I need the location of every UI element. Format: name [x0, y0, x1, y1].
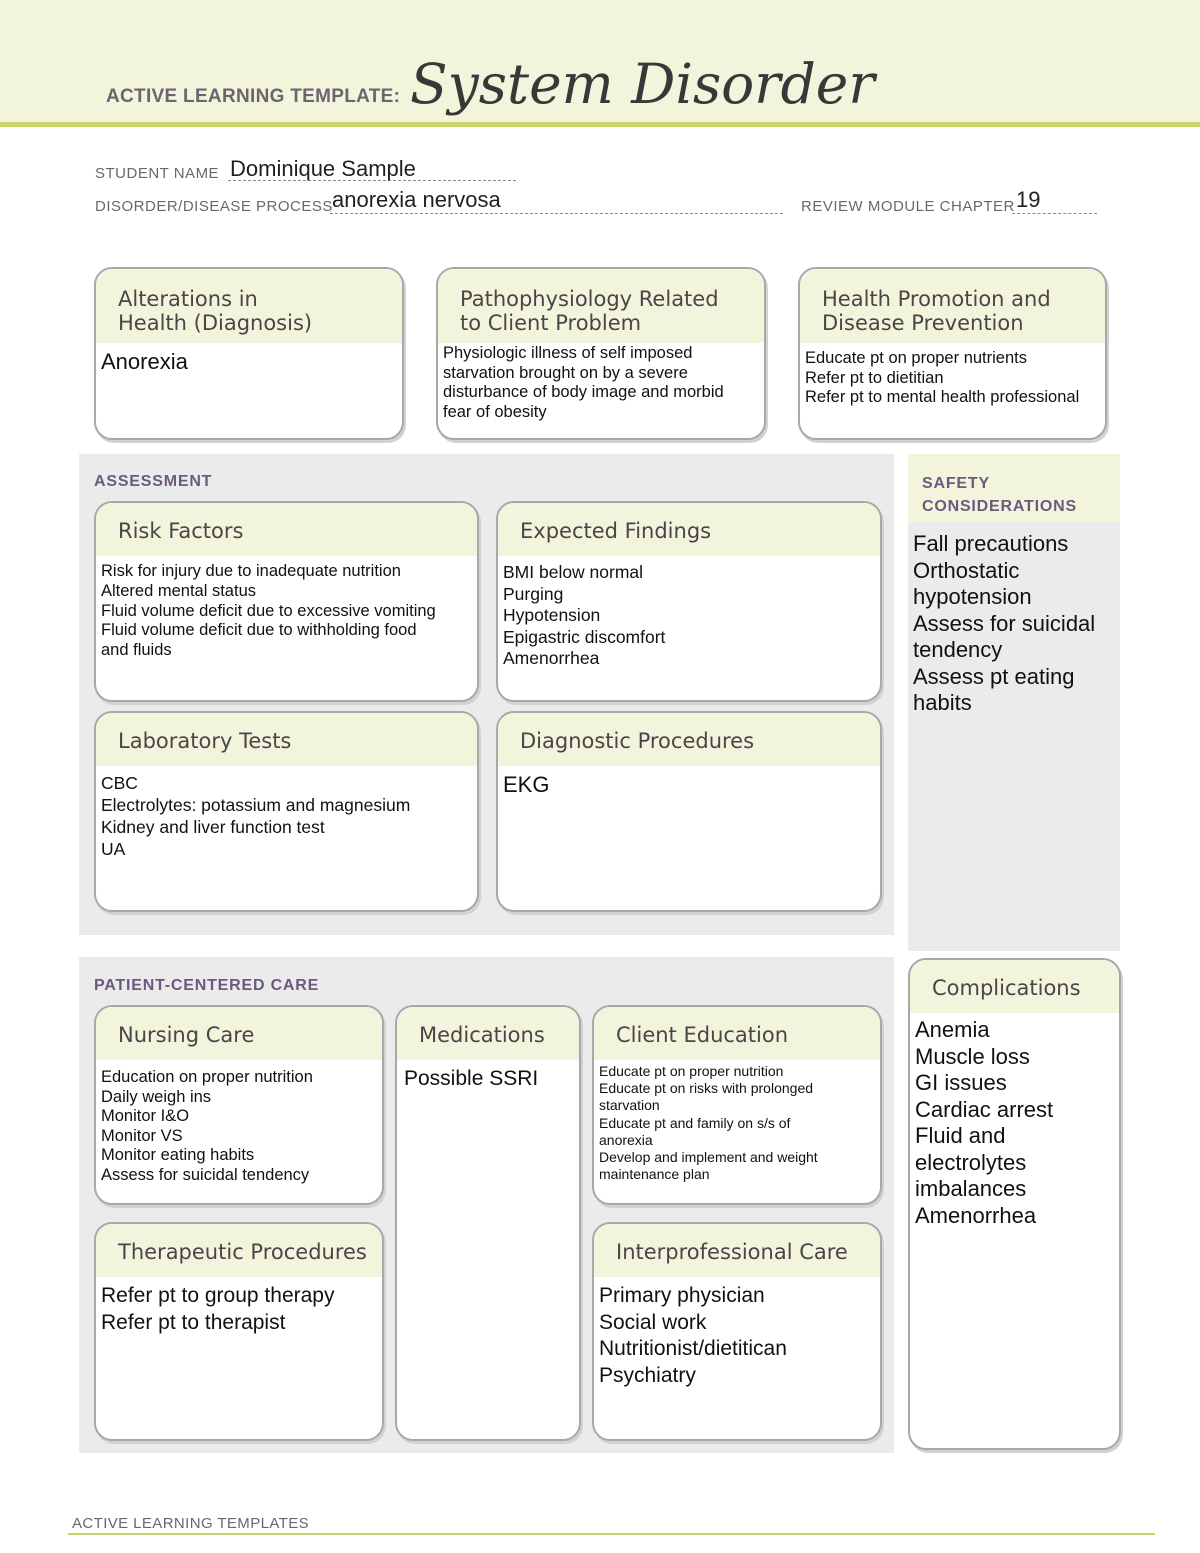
patient-care-title: PATIENT-CENTERED CARE [94, 977, 320, 994]
disorder-underline [330, 213, 783, 214]
risk-factors-title: Risk Factors [96, 503, 477, 556]
therapeutic-procedures-title: Therapeutic Procedures [96, 1224, 382, 1277]
pathophysiology-box [436, 267, 766, 440]
chapter-underline [1012, 213, 1097, 214]
risk-factors-content[interactable]: Risk for injury due to inadequate nutrition Altered mental status Fluid volume deficit due to excessive vomiting Fluid volume deficit due to withholding food and fluids [101, 562, 436, 660]
diagnostic-procedures-box [496, 711, 882, 912]
medications-content[interactable]: Possible SSRI [404, 1067, 539, 1090]
complications-box [908, 958, 1121, 1450]
footer-text: ACTIVE LEARNING TEMPLATES [72, 1515, 309, 1532]
pathophysiology-content[interactable]: Physiologic illness of self imposed starvation brought on by a severe disturbance of body image and morbid fear of obesity [443, 344, 724, 421]
expected-findings-title: Expected Findings [498, 503, 880, 556]
client-education-title: Client Education [594, 1007, 880, 1060]
laboratory-tests-title: Laboratory Tests [96, 713, 477, 766]
therapeutic-procedures-box [94, 1222, 384, 1441]
disorder-field[interactable]: anorexia nervosa [332, 187, 501, 212]
complications-content[interactable]: Anemia Muscle loss GI issues Cardiac arrest Fluid and electrolytes imbalances Amenorrhea [915, 1017, 1054, 1228]
complications-title: Complications [910, 960, 1119, 1013]
student-name-label: STUDENT NAME [95, 165, 220, 182]
assessment-title: ASSESSMENT [94, 473, 213, 490]
footer-rule [68, 1533, 1155, 1535]
health-promotion-title: Health Promotion and Disease Prevention [800, 269, 1105, 343]
interprofessional-care-title: Interprofessional Care [594, 1224, 880, 1277]
pathophysiology-title: Pathophysiology Related to Client Problem [438, 269, 764, 343]
interprofessional-care-content[interactable]: Primary physician Social work Nutritionist/dietitican Psychiatry [599, 1284, 787, 1387]
alterations-content[interactable]: Anorexia [101, 349, 188, 374]
expected-findings-box [496, 501, 882, 702]
nursing-care-title: Nursing Care [96, 1007, 382, 1060]
template-label: ACTIVE LEARNING TEMPLATE: [106, 86, 401, 107]
laboratory-tests-content[interactable]: CBC Electrolytes: potassium and magnesium Kidney and liver function test UA [101, 773, 411, 859]
risk-factors-box [94, 501, 479, 702]
nursing-care-box [94, 1005, 384, 1205]
health-promotion-content[interactable]: Educate pt on proper nutrients Refer pt to dietitian Refer pt to mental health professional [805, 349, 1080, 406]
nursing-care-content[interactable]: Education on proper nutrition Daily weigh ins Monitor I&O Monitor VS Monitor eating habits Assess for suicidal tendency [101, 1068, 313, 1184]
chapter-field[interactable]: 19 [1016, 187, 1041, 212]
laboratory-tests-box [94, 711, 479, 912]
expected-findings-content[interactable]: BMI below normal Purging Hypotension Epigastric discomfort Amenorrhea [503, 562, 666, 668]
safety-title: SAFETY CONSIDERATIONS [922, 475, 1077, 515]
header-rule [0, 122, 1200, 127]
therapeutic-procedures-content[interactable]: Refer pt to group therapy Refer pt to therapist [101, 1284, 335, 1334]
diagnostic-procedures-title: Diagnostic Procedures [498, 713, 880, 766]
health-promotion-box [798, 267, 1107, 440]
client-education-content[interactable]: Educate pt on proper nutrition Educate pt on risks with prolonged starvation Educate pt and family on s/s of anorexia Develop and implement and weight maintenance plan [599, 1063, 818, 1183]
template-title: System Disorder [410, 52, 875, 116]
diagnostic-procedures-content[interactable]: EKG [503, 772, 550, 797]
chapter-label: REVIEW MODULE CHAPTER [801, 198, 1015, 215]
medications-box [395, 1005, 581, 1441]
safety-content[interactable]: Fall precautions Orthostatic hypotension Assess for suicidal tendency Assess pt eating habits [913, 531, 1096, 715]
client-education-box [592, 1005, 882, 1205]
alterations-title: Alterations in Health (Diagnosis) [96, 269, 402, 343]
alterations-box [94, 267, 404, 440]
medications-title: Medications [397, 1007, 579, 1060]
interprofessional-care-box [592, 1222, 882, 1441]
disorder-label: DISORDER/DISEASE PROCESS [95, 198, 333, 215]
student-name-field[interactable]: Dominique Sample [230, 156, 416, 181]
